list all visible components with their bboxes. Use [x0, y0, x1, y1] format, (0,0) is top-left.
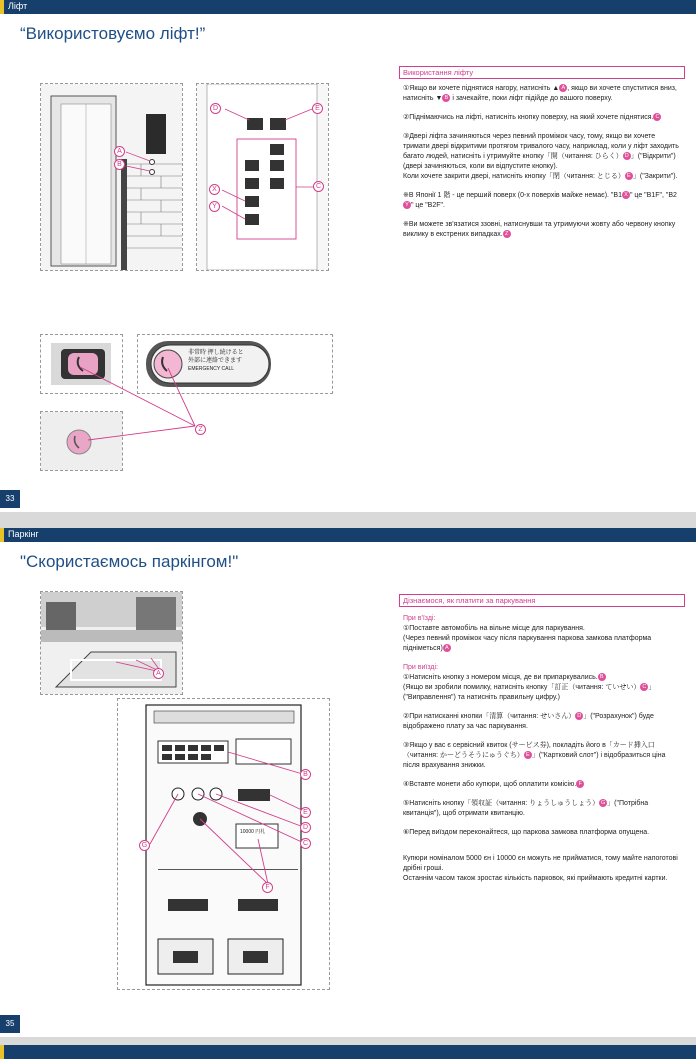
- lift-step-3-c: Коли хочете закрити двері, натисніть кнопку「閉（читання: とじる）: [403, 173, 625, 180]
- lift-step-2-text: ②Піднімаючись на ліфті, натисніть кнопку поверху, на який хочете піднятися.: [403, 114, 654, 121]
- page-parking: [0, 528, 696, 1037]
- lift-note-floors-a: ※В Японії 1 階 - це перший поверх (0-х поверхів майже немає). "B1: [403, 192, 622, 199]
- label-a: A: [153, 668, 164, 679]
- lift-step-1-b: , якщо ви хочете спуститися вниз, натисніть ▼: [403, 85, 677, 102]
- label-y: Y: [209, 201, 220, 212]
- badge-z: Z: [503, 230, 511, 238]
- parking-note-1: Купюри номіналом 5000 єн і 10000 єн можуть не прийматися, тому майте напоготові дрібні гроші.: [403, 855, 678, 872]
- label-x: X: [209, 184, 220, 195]
- lift-step-1-a: ①Якщо ви хочете піднятися нагору, натисніть ▲: [403, 85, 560, 92]
- badge-c: C: [640, 683, 648, 691]
- arrival-step-1: [403, 624, 681, 654]
- label-b: B: [114, 159, 125, 170]
- arrival-heading: При в'їзді:: [403, 615, 436, 622]
- label-a: A: [114, 146, 125, 157]
- badge-x: X: [622, 191, 630, 199]
- lift-instructions: [403, 84, 681, 249]
- section-label: Ліфт: [8, 1, 28, 11]
- header-accent: [0, 528, 4, 542]
- page-title: "Скористаємось паркінгом!": [20, 552, 239, 571]
- departure-step-2-a: ②При натисканні кнопки「清算（читання: せいさん）: [403, 713, 576, 720]
- departure-step-4: [403, 780, 681, 790]
- departure-heading: При виїзді:: [403, 664, 438, 671]
- call-text-1: 非常時 押し続けると: [188, 350, 244, 356]
- page-number: 35: [0, 1015, 20, 1033]
- badge-a: A: [443, 644, 451, 652]
- page-title: “Використовуємо ліфт!”: [20, 24, 206, 43]
- departure-step-6-text: ⑥Перед виїздом переконайтеся, що паркова замкова платформа опущена.: [403, 829, 650, 836]
- next-page-edge: [0, 1045, 696, 1059]
- label-b: B: [300, 769, 311, 780]
- departure-step-5-a: ⑤Натисніть кнопку「領収証（читання: りょうしゅうしょう）: [403, 800, 600, 807]
- badge-b: B: [442, 94, 450, 102]
- badge-f: F: [576, 780, 584, 788]
- label-d: D: [210, 103, 221, 114]
- departure-step-3: [403, 741, 681, 771]
- badge-b: B: [598, 673, 606, 681]
- badge-c: C: [653, 113, 661, 121]
- lift-note-floors-b: " це "B1F", "B2: [629, 192, 677, 199]
- section-label: Паркінг: [8, 529, 39, 539]
- badge-e: E: [625, 172, 633, 180]
- arrival-step-1-b: (Через певний проміжок часу після паркування паркова замкова платформа підніметься): [403, 635, 652, 652]
- departure-step-5: [403, 799, 681, 819]
- page-number: 33: [0, 490, 20, 508]
- page-lift: [0, 0, 696, 512]
- departure-step-3-b: 」("Картковий слот") і відобразиться ціна після врахування знижки.: [403, 752, 666, 769]
- lift-note-floors-c: " це "B2F".: [411, 202, 445, 209]
- call-text-3: EMERGENCY CALL: [188, 366, 235, 372]
- section-header: [0, 528, 696, 542]
- badge-g: G: [601, 800, 606, 807]
- label-d: D: [300, 822, 311, 833]
- next-page-header: [0, 1045, 696, 1059]
- departure-step-1-b: (Якщо ви зробили помилку, натисніть кнопку「訂正（читання: ていせい）: [403, 684, 641, 691]
- badge-a: A: [559, 84, 567, 92]
- arrival-step-1-a: ①Поставте автомобіль на вільне місце для паркування.: [403, 625, 585, 632]
- call-text-2: 外部に連絡できます: [188, 358, 243, 364]
- departure-step-6: [403, 828, 681, 838]
- panel-heading-parking: Дізнаємося, як платити за паркування: [399, 594, 685, 607]
- panel-heading-lift: Використання ліфту: [399, 66, 685, 79]
- parking-lot-drawing: [41, 592, 182, 694]
- label-c: C: [313, 181, 324, 192]
- label-f: F: [262, 882, 273, 893]
- label-e: E: [312, 103, 323, 114]
- lift-step-1-c: і зачекайте, поки ліфт підійде до вашого поверху.: [450, 95, 613, 102]
- departure-step-2-b: 」("Розрахунок") буде відображено плату за час паркування.: [403, 713, 654, 730]
- lift-note-floors: [403, 191, 681, 211]
- lift-step-2: [403, 113, 681, 123]
- departure-step-4-text: ④Вставте монети або купюри, щоб оплатити комісію.: [403, 781, 577, 788]
- lift-step-3-b: 」("Відкрити") (двері зачиняються, коли ви відпустите кнопку).: [403, 153, 676, 170]
- header-accent: [0, 1045, 4, 1059]
- lift-step-3-d: 」("Закрити").: [632, 173, 678, 180]
- bill-slot-label: 10000 円札: [240, 829, 266, 835]
- badge-e: E: [524, 751, 532, 759]
- parking-instructions: [403, 614, 681, 893]
- lift-step-3: [403, 132, 681, 182]
- lift-step-1: [403, 84, 681, 104]
- label-e: E: [300, 807, 311, 818]
- departure-step-5-b: 」("Потрібна квитанція"), щоб отримати квитанцію.: [403, 800, 649, 817]
- badge-d: D: [623, 152, 631, 160]
- pay-machine-photo: [117, 698, 330, 990]
- departure-step-1-a: ①Натисніть кнопку з номером місця, де ви припаркувались.: [403, 674, 598, 681]
- label-g: G: [139, 840, 150, 851]
- parking-note: [403, 854, 681, 884]
- parking-lot-photo: [40, 591, 183, 695]
- label-z: Z: [195, 424, 206, 435]
- departure-step-1: [403, 673, 681, 703]
- badge-d: D: [575, 712, 583, 720]
- lift-step-3-a: ③Двері ліфта зачиняються через певний проміжок часу, тому, якщо ви хочете тримати двері відкритими протягом тривалого часу, наприклад, коли у ліфт заходить багато людей, натисніть і утримуйте кнопку「開（читання: ひらく）: [403, 133, 679, 160]
- parking-note-2: Останнім часом також зростає кількість парковок, які приймають кредитні картки.: [403, 875, 668, 882]
- lift-note-emergency: [403, 220, 681, 240]
- badge-y: Y: [403, 201, 411, 209]
- departure-step-1-c: 」("Виправлення") та натисніть правильну цифру.): [403, 684, 656, 701]
- label-c: C: [300, 838, 311, 849]
- lift-note-emergency-text: ※Ви можете зв'язатися ззовні, натиснувши та утримуючи жовту або червону кнопку виклику в екстрених випадках.: [403, 221, 676, 238]
- departure-step-3-a: ③Якщо у вас є сервісний квиток (サービス券), покладіть його в「カード挿入口（читання: かーどうそうにゅうぐち）: [403, 742, 655, 759]
- departure-step-2: [403, 712, 681, 732]
